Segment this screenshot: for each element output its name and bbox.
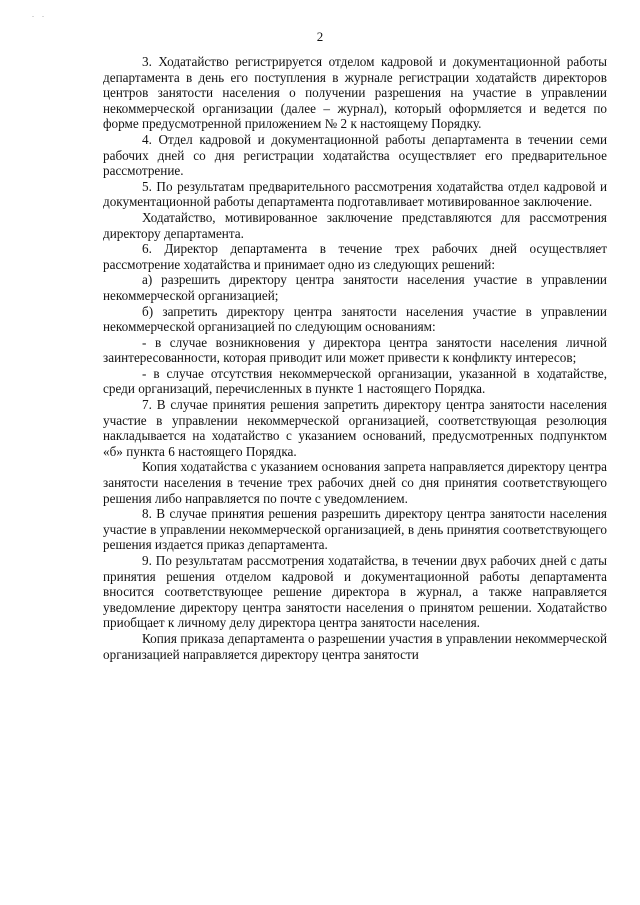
page-number: 2 [316,29,324,44]
paragraph-7: 7. В случае принятия решения запретить директору центра занятости населения участие в управлении некоммерческой организацией, соответствующая резолюция накладывается на ходатайство с указанием оснований, предусмотренных подпунктом «б» пункта 6 настоящего Порядка. [103,397,607,459]
scan-mark: . . [32,10,47,19]
paragraph-6-option-b: б) запретить директору центра занятости населения участие в управлении некоммерческой организацией по следующим основаниям: [103,303,607,335]
paragraph-6-ground-2: - в случае отсутствия некоммерческой организации, указанной в ходатайстве, среди организаций, перечисленных в пункте 1 настоящего Порядка. [103,365,607,397]
paragraph-9-continuation: Копия приказа департамента о разрешении участия в управлении некоммерческой организацией направляется директору центра занятости [103,630,607,662]
paragraph-6-option-a: а) разрешить директору центра занятости населения участие в управлении некоммерческой организацией; [103,272,607,303]
paragraph-9: 9. По результатам рассмотрения ходатайства, в течении двух рабочих дней с даты принятия решения отделом кадровой и документационной работы департамента вносится соответствующее решение директора в журнал, а также направляется уведомление директору центра занятости населения о принятом решении. Ходатайство приобщает к личному делу директора центра занятости населения. [103,553,607,631]
paragraph-7-continuation: Копия ходатайства с указанием основания запрета направляется директору центра занятости населения в течение трех рабочих дней со дня принятия соответствующего решения либо направляется по почте с уведомлением. [103,459,607,506]
paragraph-4: 4. Отдел кадровой и документационной работы департамента в течении семи рабочих дней со дня регистрации ходатайства осуществляет его предварительное рассмотрение. [103,131,607,179]
document-body [103,54,607,662]
paragraph-6: 6. Директор департамента в течение трех рабочих дней осуществляет рассмотрение ходатайства и принимает одно из следующих решений: [103,241,607,272]
paragraph-6-ground-1: - в случае возникновения у директора центра занятости населения личной заинтересованности, которая приводит или может привести к конфликту интересов; [103,334,607,366]
paragraph-3: 3. Ходатайство регистрируется отделом кадровой и документационной работы департамента в день его поступления в журнале регистрации ходатайств директоров центров занятости населения о получении разрешения на участие в управлении некоммерческой организации (далее – журнал), который оформляется и ведется по форме предусмотренной приложением № 2 к настоящему Порядку. [103,54,607,132]
paragraph-5: 5. По результатам предварительного рассмотрения ходатайства отдел кадровой и документационной работы департамента подготавливает мотивированное заключение. [103,178,607,210]
paragraph-8: 8. В случае принятия решения разрешить директору центра занятости населения участие в управлении некоммерческой организацией, в день принятия соответствующего решения издается приказ департамента. [103,506,607,553]
paragraph-5-continuation: Ходатайство, мотивированное заключение представляются для рассмотрения директору департамента. [103,209,607,241]
